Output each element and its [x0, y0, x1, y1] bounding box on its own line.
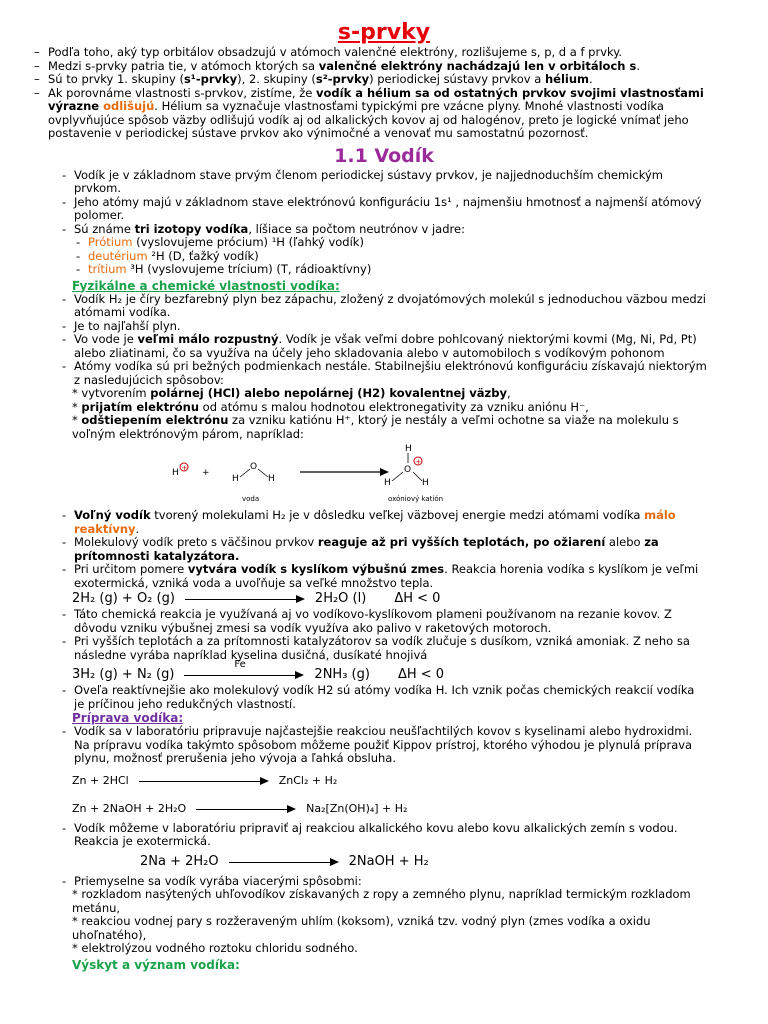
industrial-1: * rozkladom nasýtených uhľovodíkov získavaných z ropy a zemného plynu, napríklad termickým rozkladom metánu, [72, 887, 691, 915]
isotope-deuterium: - deutérium ²H (D, ťažký vodík) [74, 250, 708, 264]
list-item: - Priemyselne sa vodík vyrába viacerými spôsobmi: [60, 875, 708, 889]
svg-text:H: H [268, 474, 275, 484]
intro-item-1 [34, 46, 708, 60]
list-item: - Sú známe tri izotopy vodíka, líšiace sa počtom neutrónov v jadre: - Prótium (vyslovujeme prócium) ¹H (ľahký vodík) - deutérium ²H (D, ťažký vodík) - trítium ³H (vyslovujeme trícium) (T, rádioaktívny) [60, 223, 708, 277]
page-title: s-prvky [337, 20, 431, 45]
svg-text:O: O [404, 465, 412, 475]
svg-text:oxóniový katión: oxóniový katión [388, 495, 444, 503]
list-item: - Oveľa reaktívnejšie ako molekulový vodík H2 sú atómy vodíka H. Ich vznik počas chemických reakcií vodíka je príčinou jeho redukčných vlastností. [60, 684, 708, 711]
svg-text:H: H [172, 468, 179, 478]
arrow-icon [229, 857, 339, 867]
way-3: * odštiepením elektrónu za vzniku katiónu H⁺, ktorý je nestály a veľmi ochotne sa viaže na molekulu s voľným elektrónovým párom, napríklad: [72, 413, 679, 441]
intro-section [0, 46, 768, 141]
list-item: - Voľný vodík tvorený molekulami H₂ je v dôsledku veľkej väzbovej energie medzi atómami vodíka málo reaktívny. [60, 509, 708, 536]
list-item: - Molekulový vodík preto s väčšinou prvkov reaguje až pri vyšších teplotách, po ožiarení alebo za prítomnosti katalyzátora. [60, 536, 708, 563]
equation-3: Zn + 2HCl ZnCl₂ + H₂ [72, 773, 338, 787]
svg-text:H: H [384, 478, 391, 488]
industrial-3: * elektrolýzou vodného roztoku chloridu sodného. [72, 941, 358, 955]
list-item: - Vodík je v základnom stave prvým členom periodickej sústavy prvkov, je najjednoduchším chemickým prvkom. [60, 169, 708, 196]
list-item: - Vo vode je veľmi málo rozpustný. Vodík je však veľmi dobre pohlcovaný niektorými kovmi (Mg, Ni, Pd, Pt) alebo zliatinami, čo sa využíva na účely jeho skladovania alebo v automobiloch s vodíkovým pohonom [60, 333, 708, 360]
list-item: - Jeho atómy majú v základnom stave elektrónovú konfiguráciu 1s¹ , najmenšiu hmotnosť a najmenší atómový polomer. [60, 196, 708, 223]
list-item: - Vodík H₂ je číry bezfarebný plyn bez zápachu, zložený z dvojatómových molekúl s jednoduchou väzbou medzi atómami vodíka. [60, 293, 708, 320]
intro-item-4: – Ak porovnáme vlastnosti s-prvkov, zistíme, že vodík a hélium sa od ostatných prvkov svojimi vlastnosťami výrazne odlišujú. Hélium sa vyznačuje vlastnosťami typickými pre vzácne plyny. Mnohé vlastnosti vodíka ovplyvňujúce spôsob väzby odlišujú vodík aj od alkalických kovov aj od halogénov, preto je logické vnímať jeho postavenie v periodickej sústave prvkov ako výnimočné a venovať mu samostatnú pozornosť. [34, 87, 708, 141]
svg-text:+: + [415, 458, 422, 466]
svg-text:H: H [422, 478, 429, 488]
arrow-icon [196, 804, 296, 814]
intro-text: Podľa toho, aký typ orbitálov obsadzujú v atómoch valenčné elektróny, rozlišujeme s, p, d a f prvky. [48, 45, 623, 59]
list-item: - Je to najľahší plyn. [60, 320, 708, 334]
industrial-2: * reakciou vodnej pary s rozžeraveným uhlím (koksom), vzniká tzv. vodný plyn (zmes vodíka a oxidu uhoľnatého), [72, 914, 651, 942]
list-item: - Vodík môžeme v laboratóriu pripraviť aj reakciou alkalického kovu alebo kovu alkalických zemín s vodou. Reakcia je exotermická. [60, 822, 708, 849]
list-item: - Pri vyšších teplotách a za prítomnosti katalyzátorov sa vodík zlučuje s dusíkom, vzniká amoniak. Z neho sa následne vyrába napríklad kyselina dusičná, dusíkaté hnojivá [60, 635, 708, 662]
svg-text:H: H [232, 474, 239, 484]
intro-item-2: – Medzi s-prvky patria tie, v atómoch ktorých sa valenčné elektróny nachádzajú len v orbitáloch s. [34, 60, 708, 74]
subheading-prip: Príprava vodíka: [72, 711, 184, 725]
svg-text:O: O [250, 462, 258, 472]
oxonium-reaction-svg [160, 441, 720, 509]
svg-text:+: + [181, 464, 188, 472]
list-item: - Táto chemická reakcia je využívaná aj vo vodíkovo-kyslíkovom plameni používanom na rezanie kovov. Z dôvodu vzniku výbušnej zmesi sa vodík využíva ako palivo v raketových motoroch. [60, 608, 708, 635]
way-1: * vytvorením polárnej (HCl) alebo nepolárnej (H2) kovalentnej väzby, [72, 386, 511, 400]
isotope-tritium: - trítium ³H (vyslovujeme trícium) (T, rádioaktívny) [74, 263, 708, 277]
arrow-icon [139, 776, 269, 786]
svg-text:H: H [405, 444, 412, 454]
isotope-protium: - Prótium (vyslovujeme prócium) ¹H (ľahký vodík) [74, 236, 708, 250]
isotope-list [74, 236, 708, 277]
subheading-fyz: Fyzikálne a chemické vlastnosti vodíka: [72, 278, 340, 293]
list-item: - Atómy vodíka sú pri bežných podmienkach nestále. Stabilnejšiu elektrónovú konfiguráciu získavajú niektorým z nasledujúcich spôsobov: [60, 360, 708, 387]
svg-text:+: + [202, 468, 210, 478]
section-title: 1.1 Vodík [334, 144, 434, 167]
equation-5: 2Na + 2H₂O 2NaOH + H₂ [140, 853, 429, 869]
oxonium-figure [60, 441, 708, 509]
equation-4: Zn + 2NaOH + 2H₂O Na₂[Zn(OH)₄] + H₂ [72, 801, 408, 815]
equation-1: 2H₂ (g) + O₂ (g) 2H₂O (l) ΔH < 0 [72, 591, 441, 606]
list-item: - Vodík sa v laboratóriu pripravuje najčastejšie reakciou neušľachtilých kovov s kyselinami alebo hydroxidmi. Na prípravu vodíka takýmto spôsobom môžeme použiť Kippov prístroj, ktorého výhodou je plynulá príprava plynu, možnosť prerušenia jeho vývoja a ľahká obsluha. [60, 725, 708, 766]
arrow-icon: Fe [184, 670, 304, 680]
intro-item-3: – Sú to prvky 1. skupiny (s¹-prvky), 2. skupiny (s²-prvky) periodickej sústavy prvkov a hélium. [34, 73, 708, 87]
arrow-icon [185, 594, 305, 604]
list-item: - Pri určitom pomere vytvára vodík s kyslíkom výbušnú zmes. Reakcia horenia vodíka s kyslíkom je veľmi exotermická, vzniká voda a uvoľňuje sa veľké množstvo tepla. [60, 563, 708, 590]
vodik-section [0, 169, 768, 972]
svg-text:voda: voda [242, 495, 260, 503]
way-2: * prijatím elektrónu od atómu s malou hodnotou elektronegativity za vzniku aniónu H⁻, [72, 399, 589, 414]
equation-2: 3H₂ (g) + N₂ (g) Fe 2NH₃ (g) ΔH < 0 [72, 659, 445, 682]
subheading-vyskyt: Výskyt a význam vodíka: [72, 957, 240, 972]
